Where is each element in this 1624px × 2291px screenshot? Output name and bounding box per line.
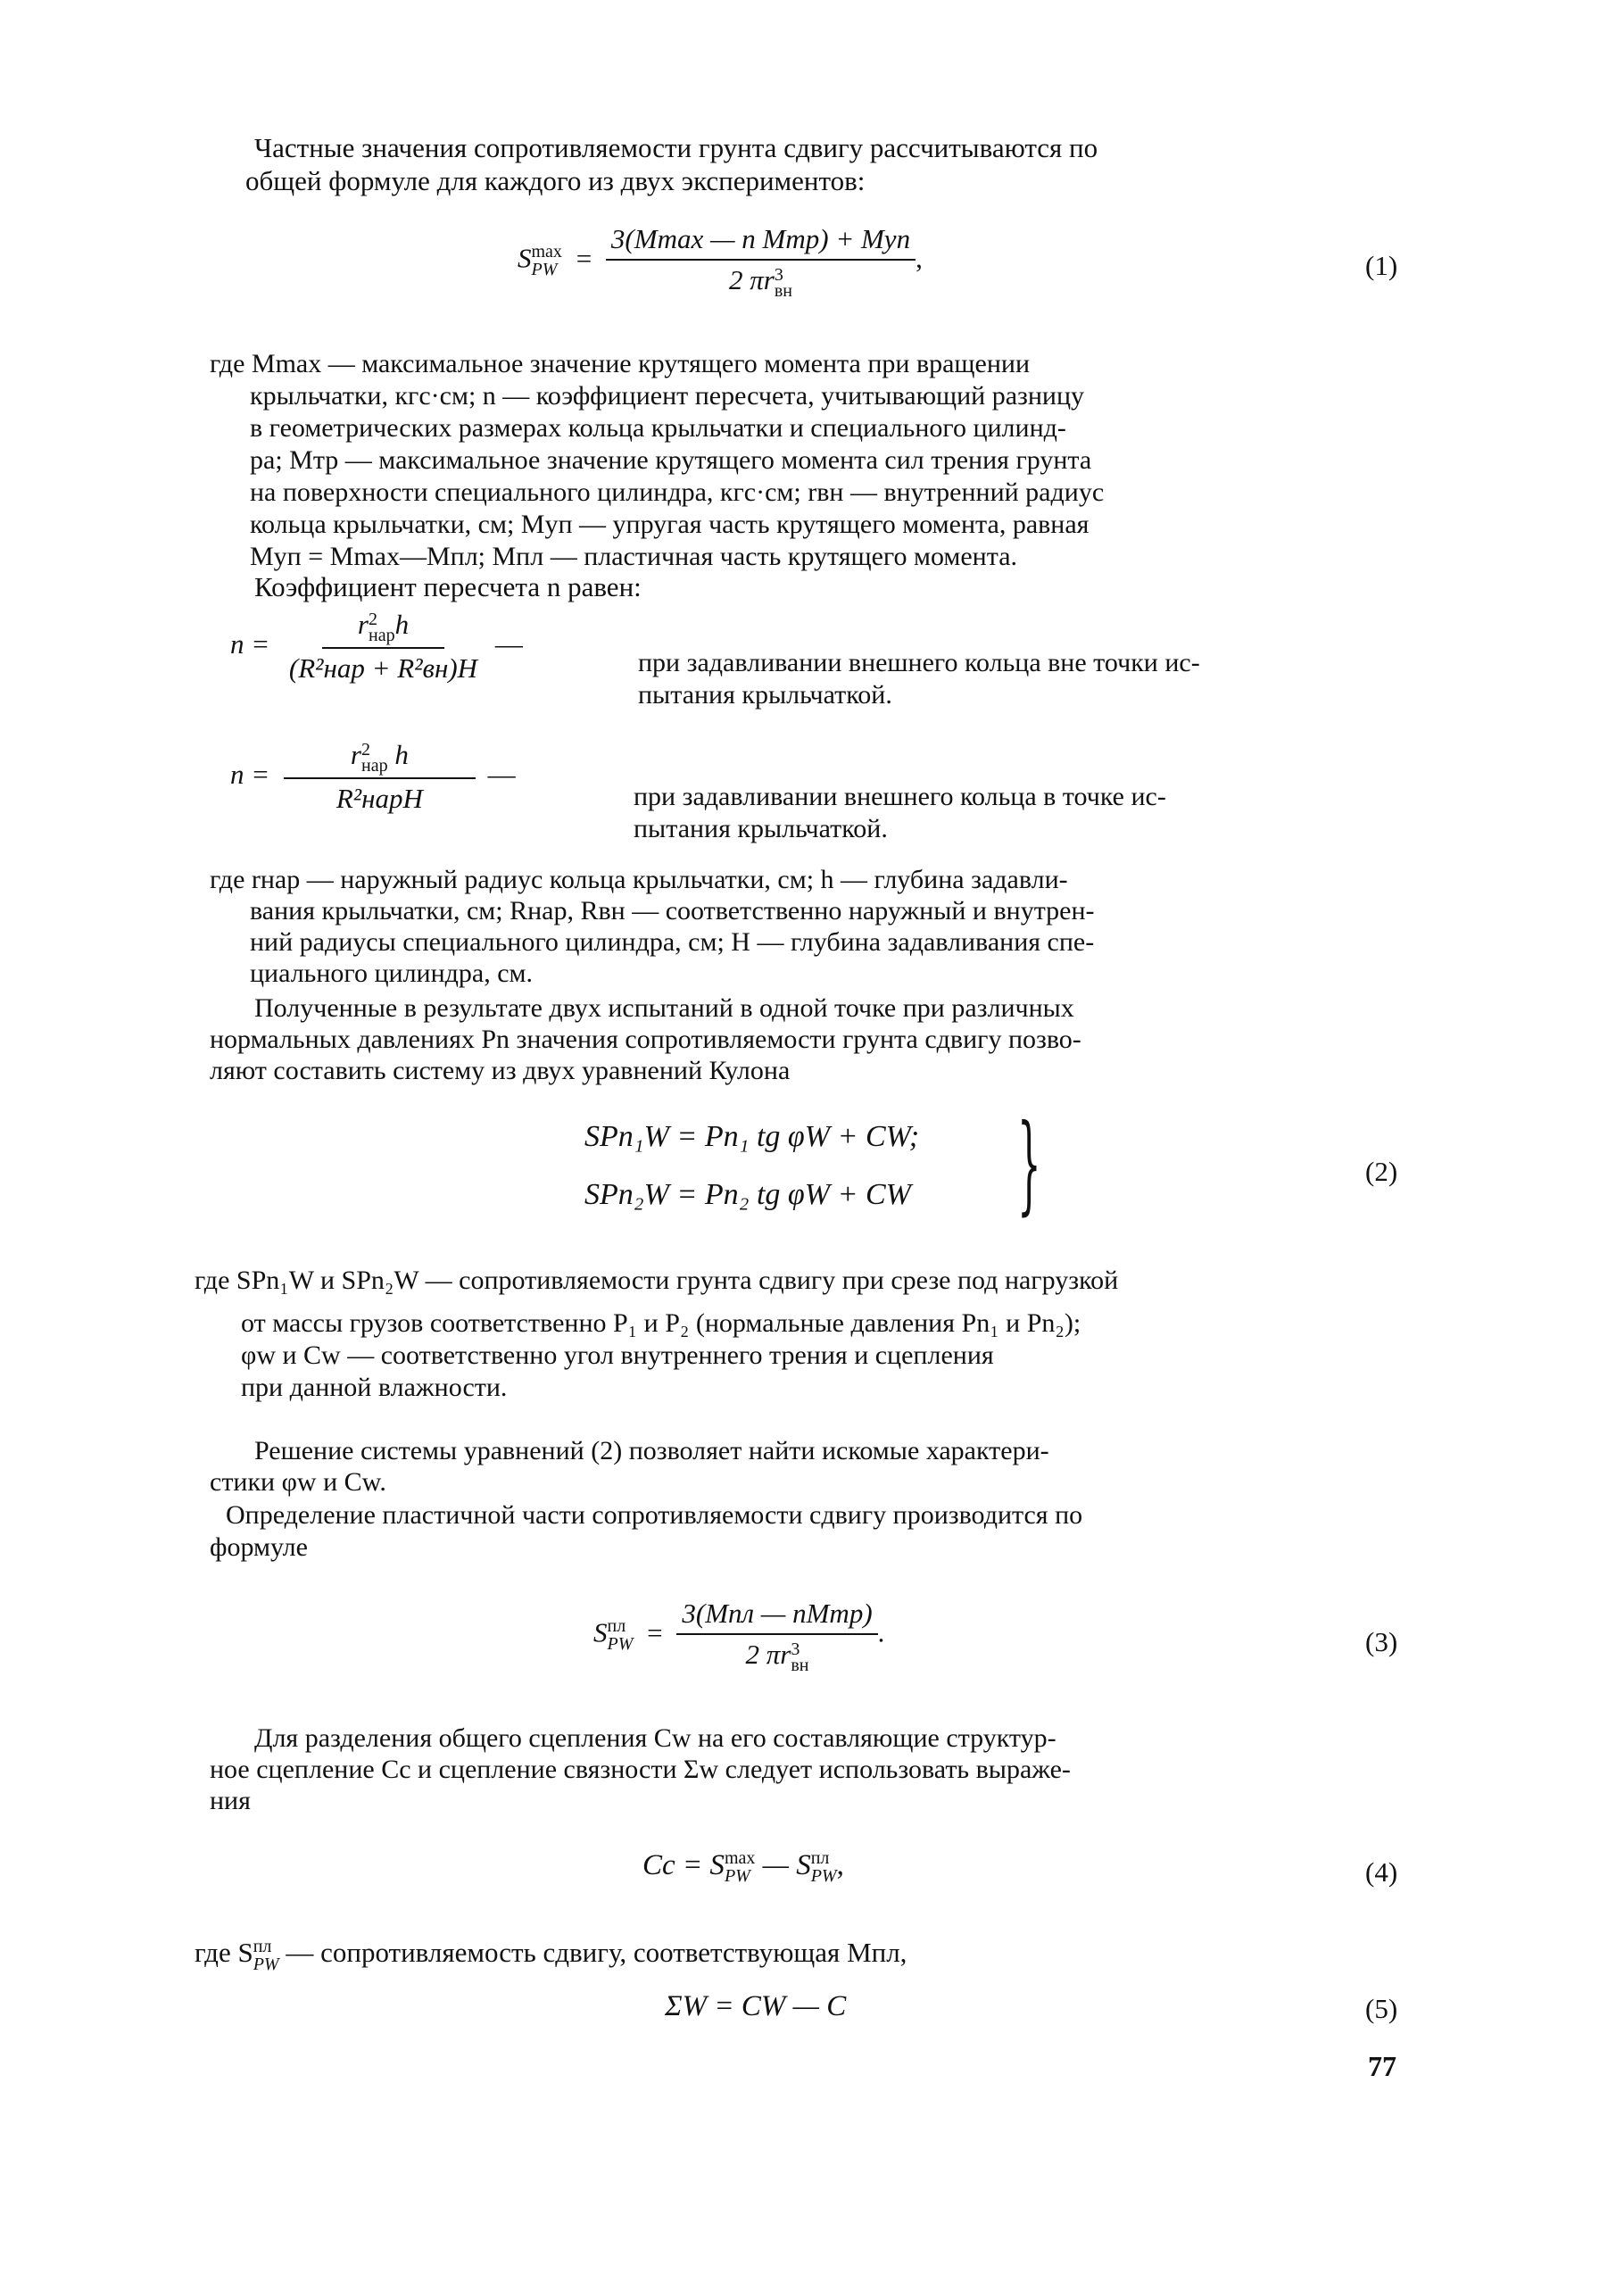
definition-s-pl: где S пл PW — сопротивляемость сдвигу, соответствующая Mпл, [195,1936,907,1974]
solution-paragraph [210,1435,1410,1498]
text-line: ний радиусы специального цилиндра, см; H — глубина задавливания спе- [250,927,1095,957]
equation-4: Cc = S max PW — S пл PW , [642,1848,844,1887]
cohesion-paragraph [210,1722,1410,1816]
plastic-part-paragraph [210,1499,1410,1564]
text-line: нормальных давлениях Pn значения сопротивляемости грунта сдвигу позво- [210,1025,1081,1054]
page-number: 77 [1368,2050,1396,2082]
text-line: при данной влажности. [241,1373,508,1402]
system-brace: } [1017,1102,1041,1226]
equation-2-line-1: SPn₁W = Pn₁ tg φW + CW; [584,1120,920,1153]
equation-3-number: (3) [1365,1626,1398,1657]
n1-note: при задавливании внешнего кольца вне точки ис- пытания крыльчаткой. [638,648,1200,710]
eq3-numerator: 3(Mпл — nMтр) [676,1598,877,1635]
text-line: циального цилиндра, см. [250,959,534,988]
n2-lhs: n = [230,758,270,790]
n2-dash: — [487,758,516,790]
text-line: Mуп = Mmax—Mпл; Mпл — пластичная часть крутящего момента. [250,542,1018,571]
text-line: ния [210,1786,251,1815]
text-line: Полученные в результате двух испытаний в одной точке при различных [254,993,1074,1023]
eq1-lhs: S [518,242,532,274]
text-line: ляют составить систему из двух уравнений Кулона [210,1056,791,1085]
text-line: вания крыльчатки, см; Rнар, Rвн — соответственно наружный и внутрен- [250,896,1095,926]
eq1-lhs-sup: max [531,242,562,262]
coefficient-intro [254,571,1325,604]
eq3-fraction [676,1598,877,1673]
text-line: φw и Cw — соответственно угол внутреннего трения и сцепления [241,1341,994,1370]
text-line: крыльчатки, кгс·см; n — коэффициент пересчета, учитывающий разницу [250,381,1085,411]
n-formula-2 [230,739,516,815]
n2-numerator: r 2 нар h [284,739,476,779]
text-line: в геометрических размерах кольца крыльчатки и специального цилинд- [250,413,1066,443]
text-line: Решение системы уравнений (2) позволяет найти искомые характери- [254,1436,1049,1465]
text-line: ра; Mтр — максимальное значение крутящего момента сил трения грунта [250,445,1092,475]
eq1-equals: = [576,242,592,274]
n-formula-1 [230,609,523,685]
text-line: кольца крыльчатки, см; Mуп — упругая часть крутящего момента, равная [250,510,1090,539]
text-line: Коэффициент пересчета n равен: [254,571,642,602]
text-line: Определение пластичной части сопротивляемости сдвигу производится по [226,1500,1083,1530]
equation-1: S max PW = 3(Mmax — n Mтр) + Mуп 2 πr 3 вн , [518,223,923,301]
text-line: формуле [210,1532,308,1562]
text-line: общей формуле для каждого из двух экспериментов: [245,164,866,196]
equation-3: S пл PW = 3(Mпл — nMтр) 2 πr 3 вн . [593,1598,885,1675]
n1-dash: — [494,627,523,660]
text-line: ное сцепление Cc и сцепление связности Σw следует использовать выраже- [210,1755,1071,1784]
text-line: Частные значения сопротивляемости грунта сдвигу рассчитываются по [254,132,1098,163]
n1-denominator: (R²нар + R²вн)H [288,652,478,684]
n2-denominator: R²нарH [336,782,423,814]
eq1-denominator: 2 πr 3 вн [728,264,792,301]
equation-2-number: (2) [1365,1156,1398,1187]
equation-1-number: (1) [1365,250,1398,281]
eq3-denominator: 2 πr 3 вн [745,1639,809,1675]
coulomb-intro-paragraph [210,992,1410,1086]
equation-5: ΣW = CW — C [665,1990,847,2022]
definitions-paragraph-3 [195,1265,1410,1404]
equation-2-line-2: SPn₂W = Pn₂ tg φW + CW [584,1178,911,1211]
text-line: где SPn₁W и SPn₂W — сопротивляемости грунта сдвигу при срезе под нагрузкой [195,1266,1119,1295]
text-line: от массы грузов соответственно P₁ и P₂ (нормальные давления Pn₁ и Pn₂); [241,1308,1081,1338]
text-line: где rнар — наружный радиус кольца крыльчатки, см; h — глубина задавли- [210,865,1068,894]
eq1-fraction [606,223,916,299]
definitions-paragraph-2 [210,864,1410,989]
definitions-paragraph-1 [210,348,1410,573]
n1-lhs: n = [230,627,270,660]
intro-paragraph [245,132,1410,197]
text-line: где Mmax — максимальное значение крутящего момента при вращении [210,349,1030,378]
equation-4-number: (4) [1365,1856,1398,1888]
equation-5-number: (5) [1365,1993,1398,2024]
eq1-lhs-sub: PW [531,260,558,280]
n1-numerator: r 2 нар h [322,609,444,649]
n1-fraction [284,609,483,685]
text-line: на поверхности специального цилиндра, кгс·см; rвн — внутренний радиус [250,477,1105,507]
eq1-numerator: 3(Mmax — n Mтр) + Mуп [606,223,916,261]
n2-fraction [284,739,476,815]
n2-note: при задавливании внешнего кольца в точке ис- пытания крыльчаткой. [634,782,1166,843]
text-line: стики φw и Cw. [210,1467,386,1497]
text-line: Для разделения общего сцепления Cw на его составляющие структур- [254,1723,1056,1753]
